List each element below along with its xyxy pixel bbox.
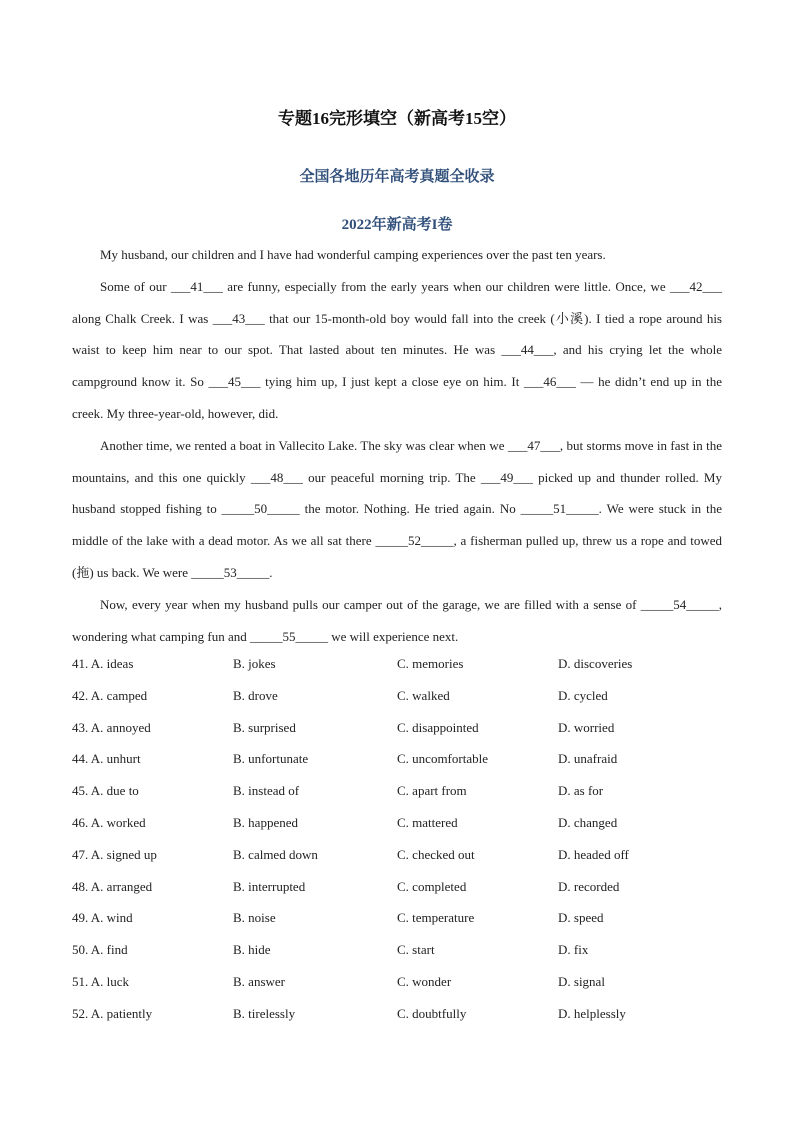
option-b: B. jokes [233, 656, 276, 671]
option-a: 50. A. find [72, 942, 128, 958]
option-d: D. worried [558, 719, 615, 735]
option-d: D. discoveries [558, 656, 633, 671]
option-c: C. apart from [397, 783, 467, 799]
option-c: C. uncomfortable [397, 751, 488, 767]
option-a: 44. A. unhurt [72, 751, 141, 767]
question-row [72, 998, 732, 1030]
question-row [72, 712, 732, 744]
option-b: B. interrupted [233, 878, 306, 894]
option-c: C. checked out [397, 846, 475, 862]
option-b: B. hide [233, 942, 271, 958]
answer-options [72, 648, 732, 1030]
option-b: B. surprised [233, 719, 296, 735]
option-a: 47. A. signed up [72, 846, 157, 862]
question-row [72, 648, 732, 680]
option-a: 51. A. luck [72, 973, 130, 989]
passage-paragraph: Now, every year when my husband pulls our camper out of the garage, we are filled with a sense of _____54_____, wondering what camping fun and _____55_____ we will experience next. [72, 596, 722, 644]
option-a: 41. A. ideas [72, 656, 134, 671]
option-a: 43. A. annoyed [72, 719, 151, 735]
option-b: B. calmed down [233, 846, 318, 862]
option-a: 49. A. wind [72, 910, 133, 926]
passage-paragraph: Some of our ___41___ are funny, especially from the early years when our children were little. Once, we ___42___ along Chalk Creek. I was ___43___ that our 15-month-old boy would fall into the creek (小溪). I tied a rope around his waist to keep him near to our spot. That lasted about ten minutes. He was ___44___, and his crying let the whole campground know it. So ___45___ tying him up, I just kept a close eye on him. It ___46___ — he didn’t end up in the creek. My three-year-old, however, did. [72, 278, 722, 421]
passage-paragraph: My husband, our children and I have had wonderful camping experiences over the past ten years. [100, 247, 606, 262]
question-row [72, 680, 732, 712]
exam-heading: 2022年新高考I卷 [341, 217, 453, 233]
option-d: D. headed off [558, 846, 629, 862]
question-row [72, 966, 732, 998]
option-c: C. memories [397, 656, 464, 671]
question-row [72, 775, 732, 807]
option-c: C. wonder [397, 973, 452, 989]
option-a: 42. A. camped [72, 687, 148, 703]
option-c: C. mattered [397, 814, 458, 830]
option-a: 45. A. due to [72, 783, 139, 799]
page-title: 专题16完形填空（新高考15空） [278, 109, 516, 128]
question-row [72, 934, 732, 966]
option-d: D. signal [558, 973, 605, 989]
option-b: B. noise [233, 910, 276, 926]
option-b: B. answer [233, 973, 285, 989]
option-b: B. unfortunate [233, 751, 309, 767]
option-c: C. disappointed [397, 719, 479, 735]
option-a: 46. A. worked [72, 814, 146, 830]
option-c: C. doubtfully [397, 1005, 467, 1021]
question-row [72, 807, 732, 839]
option-c: C. temperature [397, 910, 475, 926]
option-d: D. fix [558, 942, 589, 958]
question-row [72, 871, 732, 903]
option-d: D. recorded [558, 878, 620, 894]
option-b: B. happened [233, 814, 298, 830]
cloze-passage [72, 239, 722, 652]
option-d: D. changed [558, 814, 618, 830]
question-row [72, 902, 732, 934]
option-d: D. helplessly [558, 1005, 626, 1021]
option-b: B. drove [233, 687, 278, 703]
option-d: D. cycled [558, 687, 608, 703]
question-row [72, 743, 732, 775]
option-c: C. walked [397, 687, 450, 703]
question-row [72, 839, 732, 871]
passage-paragraph: Another time, we rented a boat in Vallecito Lake. The sky was clear when we ___47___, but storms move in fast in the mountains, and this one quickly ___48___ our peaceful morning trip. The ___49___ picked up and thunder rolled. My husband stopped fishing to _____50_____ the motor. Nothing. He tried again. No _____51_____. We were stuck in the middle of the lake with a dead motor. As we all sat there _____52_____, a fisherman pulled up, threw us a rope and towed (拖) us back. We were _____53_____. [72, 437, 722, 580]
option-a: 48. A. arranged [72, 878, 153, 894]
option-d: D. speed [558, 910, 604, 926]
collection-subtitle: 全国各地历年高考真题全收录 [299, 169, 495, 185]
option-a: 52. A. patiently [72, 1005, 153, 1021]
option-b: B. instead of [233, 783, 300, 799]
option-b: B. tirelessly [233, 1005, 296, 1021]
option-c: C. completed [397, 878, 467, 894]
option-c: C. start [397, 942, 435, 958]
option-d: D. unafraid [558, 751, 618, 767]
option-d: D. as for [558, 783, 604, 799]
